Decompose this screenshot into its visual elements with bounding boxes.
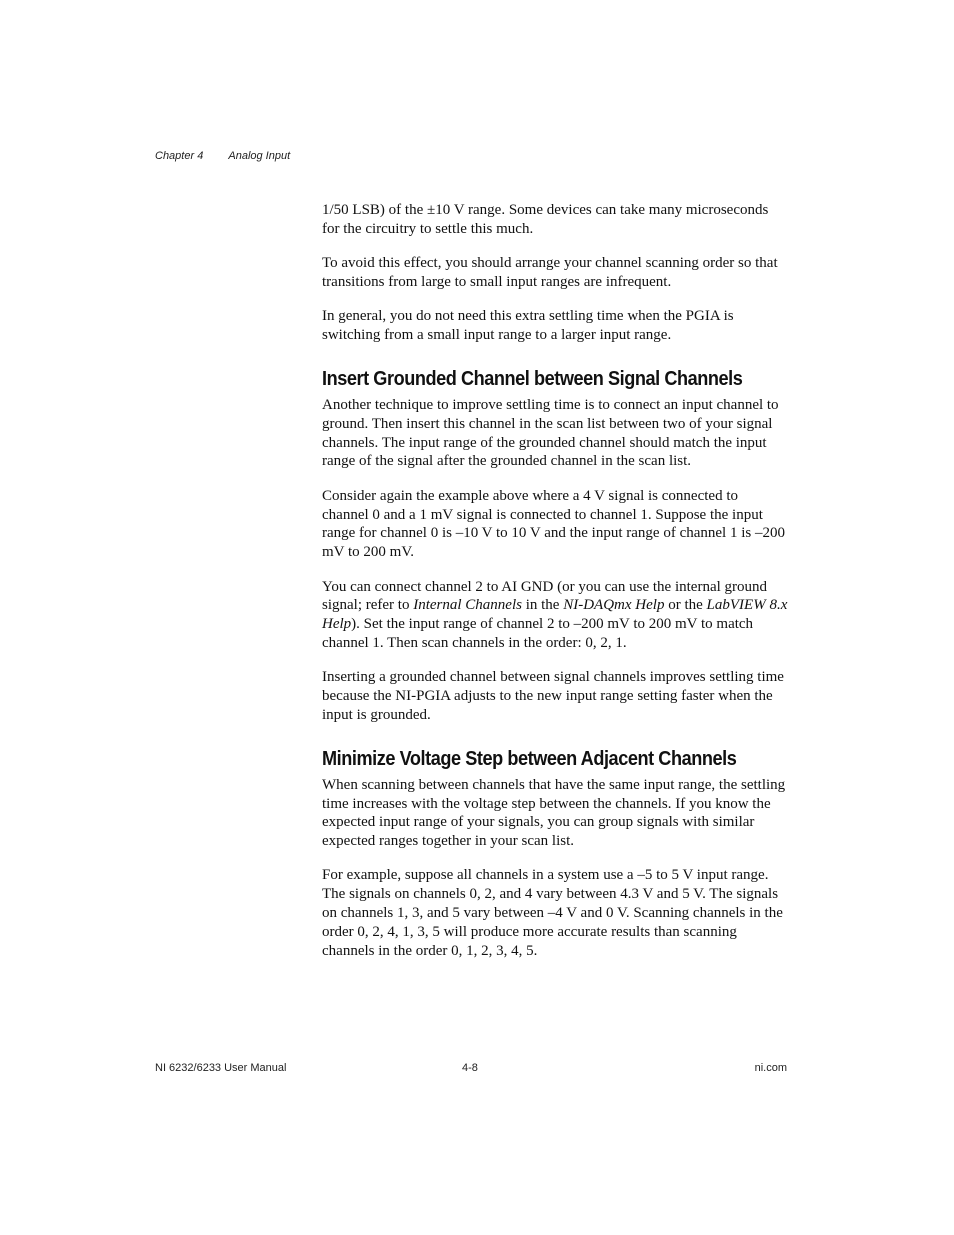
page-body [322, 201, 788, 976]
section1-paragraph-4: Inserting a grounded channel between signal channels improves settling time because the NI-PGIA adjusts to the new input range setting faster when the input is grounded. [322, 669, 784, 723]
xref-internal-channels: Internal Channels [413, 597, 522, 614]
text-run: ). Set the input range of channel 2 to –200 mV to 200 mV to match channel 1. Then scan channels in the order: 0, 2, 1. [322, 616, 754, 651]
section1-paragraph-3 [322, 578, 788, 653]
xref-nidaqmx-help: NI-DAQmx Help [563, 597, 665, 614]
text-run: in the [521, 597, 564, 614]
section1-paragraph-2: Consider again the example above where a 4 V signal is connected to channel 0 and a 1 mV signal is connected to channel 1. Suppose the input range for channel 0 is –10 V to 10 V and the input range of channel 1 is –200 mV to 200 mV. [322, 487, 785, 561]
intro-paragraph-1: 1/50 LSB) of the ±10 V range. Some devices can take many microseconds for the circuitry to settle this much. [322, 202, 769, 237]
page-number: 4-8 [462, 1062, 478, 1074]
intro-paragraph-2: To avoid this effect, you should arrange your channel scanning order so that transitions from large to small input ranges are infrequent. [322, 255, 778, 290]
footer-website: ni.com [754, 1062, 787, 1074]
footer-manual-title: NI 6232/6233 User Manual [155, 1062, 287, 1074]
chapter-title: Analog Input [228, 150, 291, 162]
running-header [155, 150, 290, 162]
chapter-number: Chapter 4 [155, 150, 204, 162]
text-run: You can connect channel 2 to AI GND (or you can use the internal ground signal; refer to [322, 578, 768, 614]
intro-paragraph-3: In general, you do not need this extra settling time when the PGIA is switching from a small input range to a larger input range. [322, 308, 734, 344]
section2-paragraph-1: When scanning between channels that have the same input range, the settling time increases with the voltage step between the channels. If you know the expected input range of your signals, you can group signals with similar expected ranges together in your scan list. [322, 776, 786, 850]
section-heading-voltage-step: Minimize Voltage Step between Adjacent Channels [322, 746, 737, 770]
section2-paragraph-2: For example, suppose all channels in a system use a –5 to 5 V input range. The signals on channels 0, 2, and 4 vary between 4.3 V and 5 V. The signals on channels 1, 3, and 5 vary between –4 V and 0 V. Scanning channels in the order 0, 2, 4, 1, 3, 5 will produce more accurate results than scanning channels in the order 0, 1, 2, 3, 4, 5. [322, 867, 783, 959]
section1-paragraph-1: Another technique to improve settling time is to connect an input channel to ground. Then insert this channel in the scan list between two of your signal channels. The input range of the grounded channel should match the input range of the signal after the grounded channel in the scan list. [322, 396, 779, 470]
xref-labview-help: LabVIEW 8.x Help [322, 597, 788, 633]
section-heading-grounded-channel: Insert Grounded Channel between Signal Channels [322, 366, 743, 390]
text-run: or the [664, 597, 707, 614]
